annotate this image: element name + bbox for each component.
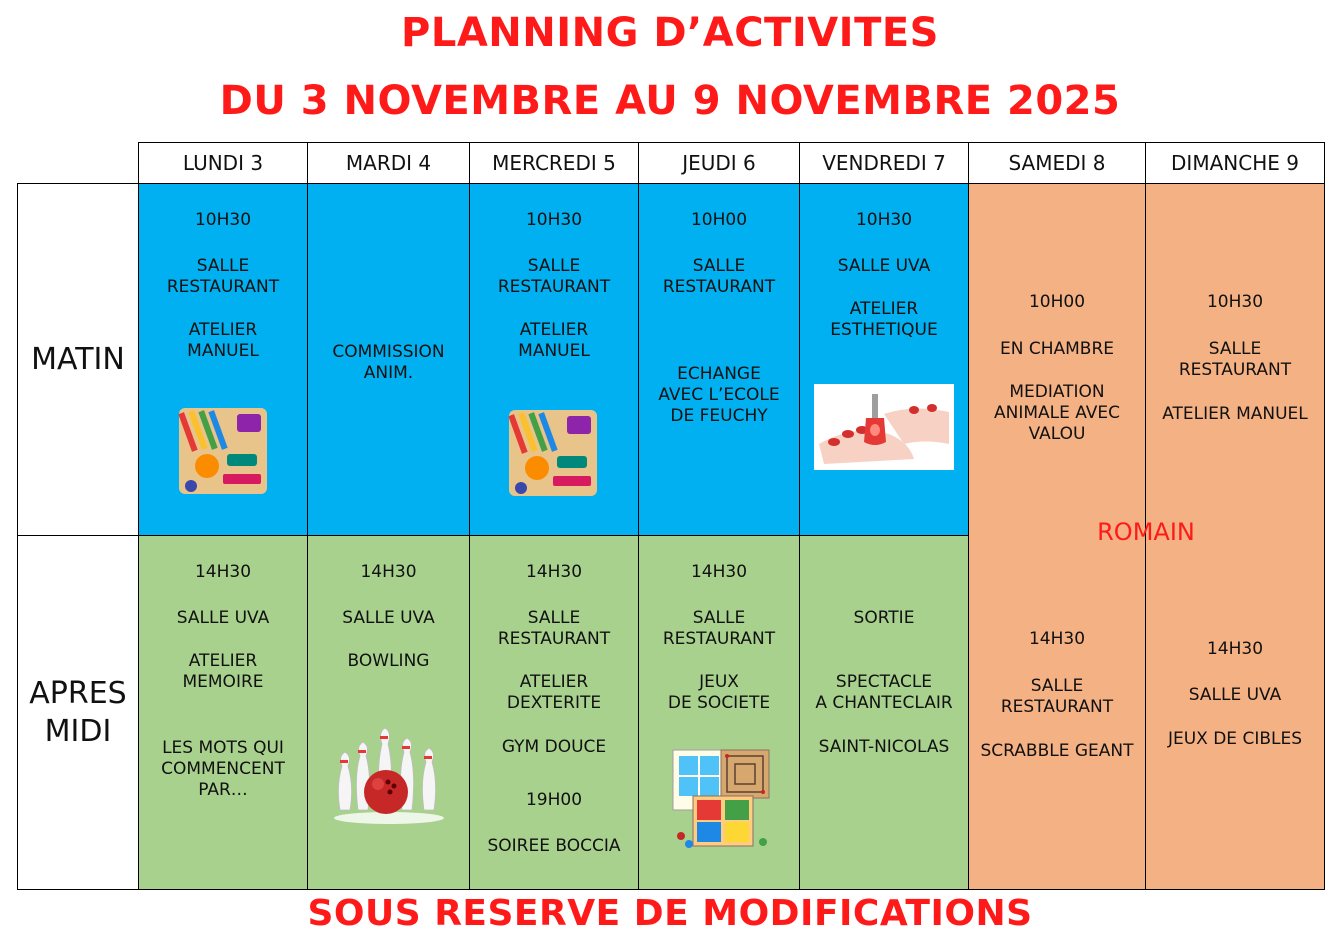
time: 14H30 [525,562,583,582]
activity-line: MEMOIRE [182,672,264,692]
place [308,608,469,629]
extra-line: GYM DOUCE [501,737,607,757]
planning-date-range: DU 3 NOVEMBRE AU 9 NOVEMBRE 2025 [219,78,1121,124]
time: 10H30 [525,210,583,230]
place-line: SALLE [527,256,581,276]
activity-evening [470,836,638,857]
activity-line: VALOU [1028,424,1086,444]
activity-line: ANIM. [363,363,414,383]
time: 14H30 [1028,629,1086,649]
activity-line: JEUX DE CIBLES [1167,729,1303,749]
activity [800,299,968,341]
activity [800,672,968,714]
place-line: SALLE [196,256,250,276]
extra-line: PAR… [198,780,248,800]
activity-line: ESTHETIQUE [830,320,938,340]
place-line: EN CHAMBRE [999,339,1115,359]
place-line: RESTAURANT [497,277,611,297]
place-line: RESTAURANT [662,277,776,297]
extra-line: SOIREE BOCCIA [487,836,621,856]
activity-extra [800,737,968,758]
activity-line: BOWLING [347,651,430,671]
cell-mardi-apres-midi [307,535,470,890]
day-header-mardi: MARDI 4 [307,142,470,184]
place [470,608,638,650]
time: 10H00 [1028,292,1086,312]
place-line: RESTAURANT [497,629,611,649]
extra-line: COMMENCENT [161,759,285,779]
activity-line: ATELIER MANUEL [1162,404,1308,424]
row-label-midi-text: MIDI [44,713,112,749]
activity-line: ATELIER [849,299,919,319]
nail-polish-icon [814,384,954,470]
activity-line: AVEC L’ECOLE [658,385,780,405]
place-line: SALLE UVA [837,256,931,276]
activity [969,382,1145,445]
place-line: RESTAURANT [662,629,776,649]
cell-mardi-matin [307,183,470,536]
place [969,676,1145,718]
extra-line: SAINT-NICOLAS [818,737,950,757]
place-line: SALLE UVA [342,608,435,628]
craft-supplies-icon [506,408,600,498]
activity-line: ATELIER [188,651,258,671]
activity [969,741,1145,762]
activity-extra [470,737,638,758]
activity-line: A CHANTECLAIR [815,693,953,713]
planning-title: PLANNING D’ACTIVITES [401,10,939,56]
place [800,256,968,277]
time: 10H30 [1206,292,1264,312]
cell-jeudi-matin [638,183,800,536]
activity-line: ATELIER [188,320,258,340]
place [969,339,1145,360]
day-header-mercredi: MERCREDI 5 [469,142,639,184]
cell-mercredi-apres-midi [469,535,639,890]
activity [139,320,307,362]
place-line: SALLE [692,608,746,628]
place [639,608,799,650]
place-line: RESTAURANT [1178,360,1292,380]
place [639,256,799,298]
bowling-icon [330,726,448,826]
cell-vendredi-matin [799,183,969,536]
activity-line: MANUEL [187,341,259,361]
row-label-matin-text: MATIN [31,341,125,377]
place-line: SALLE [1208,339,1262,359]
place [139,608,307,629]
time-evening: 19H00 [525,790,583,810]
activity [1146,404,1324,425]
activity-line: SCRABBLE GEANT [980,741,1134,761]
place-line: RESTAURANT [166,277,280,297]
activity-line: MANUEL [518,341,590,361]
time: 14H30 [194,562,252,582]
time: 10H30 [855,210,913,230]
activity [639,364,799,427]
craft-supplies-icon [177,406,269,496]
cell-mercredi-matin [469,183,639,536]
activity [470,320,638,362]
weekend-staff-label: ROMAIN [1097,518,1195,546]
cell-jeudi-apres-midi [638,535,800,890]
time: 14H30 [360,562,417,582]
place [139,256,307,298]
place-line: SALLE UVA [1188,685,1282,705]
time: 14H30 [690,562,748,582]
place [470,256,638,298]
place [1146,339,1324,381]
row-label-apres-midi [17,535,139,890]
activity-line: ATELIER [519,320,589,340]
place-line: SALLE [1030,676,1084,696]
activity [308,651,469,672]
place-line: SALLE UVA [176,608,270,628]
time: 10H00 [690,210,748,230]
time: 10H30 [194,210,252,230]
activity-extra [139,738,307,801]
activity-line: DE FEUCHY [670,406,768,426]
time: 14H30 [1206,639,1264,659]
activity-line: ATELIER [519,672,589,692]
activity [470,672,638,714]
activity [639,672,799,714]
activity-line: DE SOCIETE [667,693,771,713]
day-header-dimanche: DIMANCHE 9 [1145,142,1325,184]
row-label-matin [17,183,139,536]
activity-line: JEUX [699,672,739,692]
extra-line: LES MOTS QUI [162,738,284,758]
activity [1146,729,1324,750]
day-header-lundi: LUNDI 3 [138,142,308,184]
activity-line: SPECTACLE [835,672,933,692]
board-games-icon [667,746,775,854]
place-line: RESTAURANT [1000,697,1114,717]
place-line: SALLE [692,256,746,276]
row-label-apres-text: APRES [29,675,127,711]
activity-line: MEDIATION [1009,382,1105,402]
day-header-jeudi: JEUDI 6 [638,142,800,184]
place-line: SORTIE [853,608,915,628]
cell-vendredi-apres-midi [799,535,969,890]
activity-line: ECHANGE [677,364,761,384]
place-line: SALLE [527,608,581,628]
activity-line: ANIMALE AVEC [993,403,1121,423]
cell-lundi-apres-midi [138,535,308,890]
place [1146,685,1324,706]
activity-line: DEXTERITE [506,693,602,713]
activity [139,651,307,693]
activity [308,342,469,384]
footer-disclaimer: SOUS RESERVE DE MODIFICATIONS [307,893,1033,934]
day-header-samedi: SAMEDI 8 [968,142,1146,184]
cell-lundi-matin [138,183,308,536]
activity-line: COMMISSION [332,342,445,362]
day-header-vendredi: VENDREDI 7 [799,142,969,184]
place [800,608,968,629]
